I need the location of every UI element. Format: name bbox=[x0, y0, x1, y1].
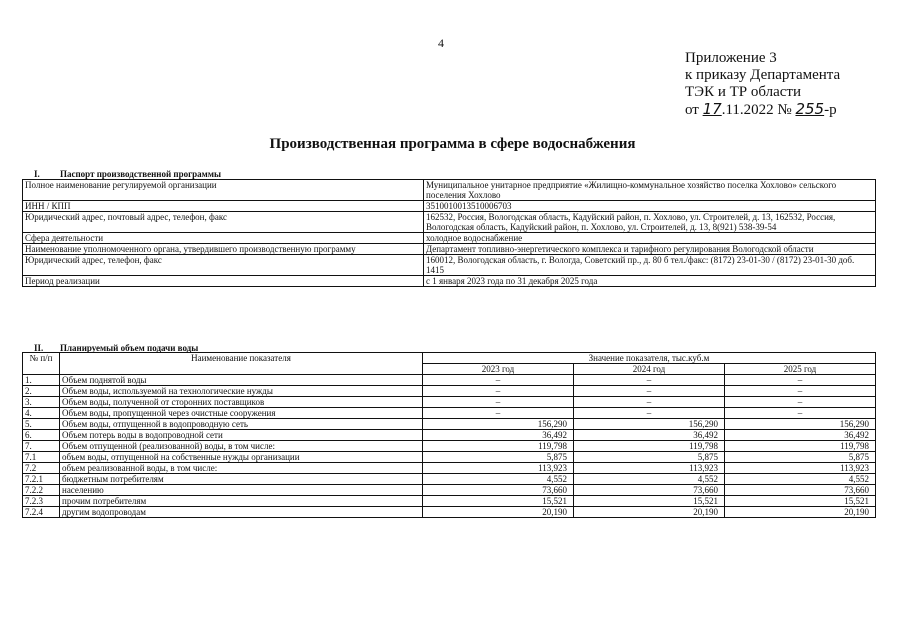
row-value: 119,798 bbox=[725, 441, 876, 452]
table-row bbox=[23, 375, 876, 386]
passport-label: Сфера деятельности bbox=[23, 233, 424, 244]
passport-row bbox=[23, 201, 876, 212]
row-value: 20,190 bbox=[725, 507, 876, 518]
row-number: 7.2 bbox=[23, 463, 60, 474]
row-value: 156,290 bbox=[423, 419, 574, 430]
passport-label: Юридический адрес, почтовый адрес, телефон, факс bbox=[23, 212, 424, 233]
row-value: 5,875 bbox=[725, 452, 876, 463]
appendix-header bbox=[685, 50, 840, 119]
appendix-line: Приложение 3 bbox=[685, 50, 777, 66]
column-header-name: Наименование показателя bbox=[60, 353, 423, 375]
row-number: 2. bbox=[23, 386, 60, 397]
passport-row bbox=[23, 244, 876, 255]
row-name: населению bbox=[60, 485, 423, 496]
column-header-year: 2023 год bbox=[423, 364, 574, 375]
row-value: 113,923 bbox=[423, 463, 574, 474]
row-value: 5,875 bbox=[574, 452, 725, 463]
table-row bbox=[23, 452, 876, 463]
row-value: 4,552 bbox=[725, 474, 876, 485]
passport-value: с 1 января 2023 года по 31 декабря 2025 года bbox=[424, 276, 876, 287]
date-prefix: от bbox=[685, 102, 699, 118]
row-value: 20,190 bbox=[574, 507, 725, 518]
row-value: – bbox=[574, 375, 725, 386]
passport-row bbox=[23, 233, 876, 244]
table-row bbox=[23, 474, 876, 485]
row-value: 113,923 bbox=[725, 463, 876, 474]
row-name: Объем отпущенной (реализованной) воды, в том числе: bbox=[60, 441, 423, 452]
table-row bbox=[23, 397, 876, 408]
row-name: другим водопроводам bbox=[60, 507, 423, 518]
row-value: 156,290 bbox=[574, 419, 725, 430]
table-row bbox=[23, 419, 876, 430]
row-number: 7.2.4 bbox=[23, 507, 60, 518]
section-1-title: Паспорт производственной программы bbox=[60, 169, 221, 179]
handwritten-order-number: 255 bbox=[795, 100, 825, 118]
row-value: 4,552 bbox=[574, 474, 725, 485]
row-number: 7.2.3 bbox=[23, 496, 60, 507]
row-value: 15,521 bbox=[725, 496, 876, 507]
column-header-year: 2024 год bbox=[574, 364, 725, 375]
row-value: 20,190 bbox=[423, 507, 574, 518]
row-number: 5. bbox=[23, 419, 60, 430]
row-value: – bbox=[725, 375, 876, 386]
row-number: 7.1 bbox=[23, 452, 60, 463]
date-rest: .11.2022 № bbox=[721, 102, 792, 118]
row-name: бюджетным потребителям bbox=[60, 474, 423, 485]
appendix-line: ТЭК и ТР области bbox=[685, 84, 801, 100]
passport-label: ИНН / КПП bbox=[23, 201, 424, 212]
handwritten-day: 17 bbox=[702, 100, 722, 118]
row-value: 119,798 bbox=[423, 441, 574, 452]
row-name: Объем воды, пропущенной через очистные сооружения bbox=[60, 408, 423, 419]
order-suffix: -р bbox=[824, 102, 837, 118]
row-number: 7.2.2 bbox=[23, 485, 60, 496]
passport-value: 162532, Россия, Вологодская область, Кадуйский район, п. Хохлово, ул. Строителей, д. 13, 162532, Россия, Вологодская область, Кадуйский район, п. Хохлово, ул. Строителей, д. 13, 8(921) 538-39-54 bbox=[424, 212, 876, 233]
row-name: объем реализованной воды, в том числе: bbox=[60, 463, 423, 474]
row-number: 4. bbox=[23, 408, 60, 419]
row-value: 36,492 bbox=[423, 430, 574, 441]
row-value: – bbox=[574, 386, 725, 397]
row-value: – bbox=[423, 397, 574, 408]
passport-value: холодное водоснабжение bbox=[424, 233, 876, 244]
row-value: 5,875 bbox=[423, 452, 574, 463]
row-value: 36,492 bbox=[725, 430, 876, 441]
row-value: 36,492 bbox=[574, 430, 725, 441]
column-header-values: Значение показателя, тыс.куб.м bbox=[423, 353, 876, 364]
table-row bbox=[23, 463, 876, 474]
table-row bbox=[23, 441, 876, 452]
row-name: Объем поднятой воды bbox=[60, 375, 423, 386]
column-header-num: № п/п bbox=[23, 353, 60, 375]
row-value: – bbox=[423, 386, 574, 397]
row-number: 7. bbox=[23, 441, 60, 452]
row-value: 113,923 bbox=[574, 463, 725, 474]
passport-value: 160012, Вологодская область, г. Вологда, Советский пр., д. 80 б тел./факс: (8172) 23-01-30 / (8172) 23-01-30 доб. 1415 bbox=[424, 255, 876, 276]
table-row bbox=[23, 496, 876, 507]
row-value: – bbox=[574, 408, 725, 419]
document-title: Производственная программа в сфере водоснабжения bbox=[269, 136, 636, 152]
section-1-number: I. bbox=[34, 169, 40, 179]
row-value: 4,552 bbox=[423, 474, 574, 485]
row-value: – bbox=[725, 386, 876, 397]
page-number: 4 bbox=[438, 36, 444, 50]
passport-row bbox=[23, 276, 876, 287]
row-number: 6. bbox=[23, 430, 60, 441]
passport-label: Наименование уполномоченного органа, утвердившего производственную программу bbox=[23, 244, 424, 255]
row-value: 15,521 bbox=[423, 496, 574, 507]
row-name: Объем воды, полученной от сторонних поставщиков bbox=[60, 397, 423, 408]
appendix-line: к приказу Департамента bbox=[685, 67, 841, 83]
table-row bbox=[23, 408, 876, 419]
table-row bbox=[23, 386, 876, 397]
row-value: 73,660 bbox=[423, 485, 574, 496]
passport-label: Юридический адрес, телефон, факс bbox=[23, 255, 424, 276]
passport-row bbox=[23, 212, 876, 233]
table-row bbox=[23, 485, 876, 496]
passport-table bbox=[22, 179, 876, 287]
row-value: 156,290 bbox=[725, 419, 876, 430]
row-value: – bbox=[725, 408, 876, 419]
passport-label: Период реализации bbox=[23, 276, 424, 287]
row-name: Объем воды, используемой на технологические нужды bbox=[60, 386, 423, 397]
row-value: – bbox=[725, 397, 876, 408]
section-2-number: II. bbox=[34, 343, 44, 353]
row-value: 73,660 bbox=[725, 485, 876, 496]
passport-value: Департамент топливно-энергетического комплекса и тарифного регулирования Вологодской области bbox=[424, 244, 876, 255]
passport-value: 3510010013510006703 bbox=[424, 201, 876, 212]
row-name: Объем воды, отпущенной в водопроводную сеть bbox=[60, 419, 423, 430]
row-value: 15,521 bbox=[574, 496, 725, 507]
row-name: Объем потерь воды в водопроводной сети bbox=[60, 430, 423, 441]
row-number: 1. bbox=[23, 375, 60, 386]
table-row bbox=[23, 430, 876, 441]
section-2-title: Планируемый объем подачи воды bbox=[60, 343, 199, 353]
section-1-heading bbox=[34, 169, 221, 179]
row-number: 7.2.1 bbox=[23, 474, 60, 485]
row-value: 119,798 bbox=[574, 441, 725, 452]
row-name: прочим потребителям bbox=[60, 496, 423, 507]
appendix-date-line bbox=[685, 101, 840, 119]
row-number: 3. bbox=[23, 397, 60, 408]
passport-row bbox=[23, 255, 876, 276]
row-value: – bbox=[423, 408, 574, 419]
row-value: – bbox=[574, 397, 725, 408]
passport-label: Полное наименование регулируемой организации bbox=[23, 180, 424, 201]
water-volume-table bbox=[22, 352, 876, 518]
passport-value: Муниципальное унитарное предприятие «Жилищно-коммунальное хозяйство поселка Хохлово» сельского поселения Хохлово bbox=[424, 180, 876, 201]
table-row bbox=[23, 507, 876, 518]
row-value: – bbox=[423, 375, 574, 386]
passport-row bbox=[23, 180, 876, 201]
row-name: объем воды, отпущенной на собственные нужды организации bbox=[60, 452, 423, 463]
row-value: 73,660 bbox=[574, 485, 725, 496]
column-header-year: 2025 год bbox=[725, 364, 876, 375]
